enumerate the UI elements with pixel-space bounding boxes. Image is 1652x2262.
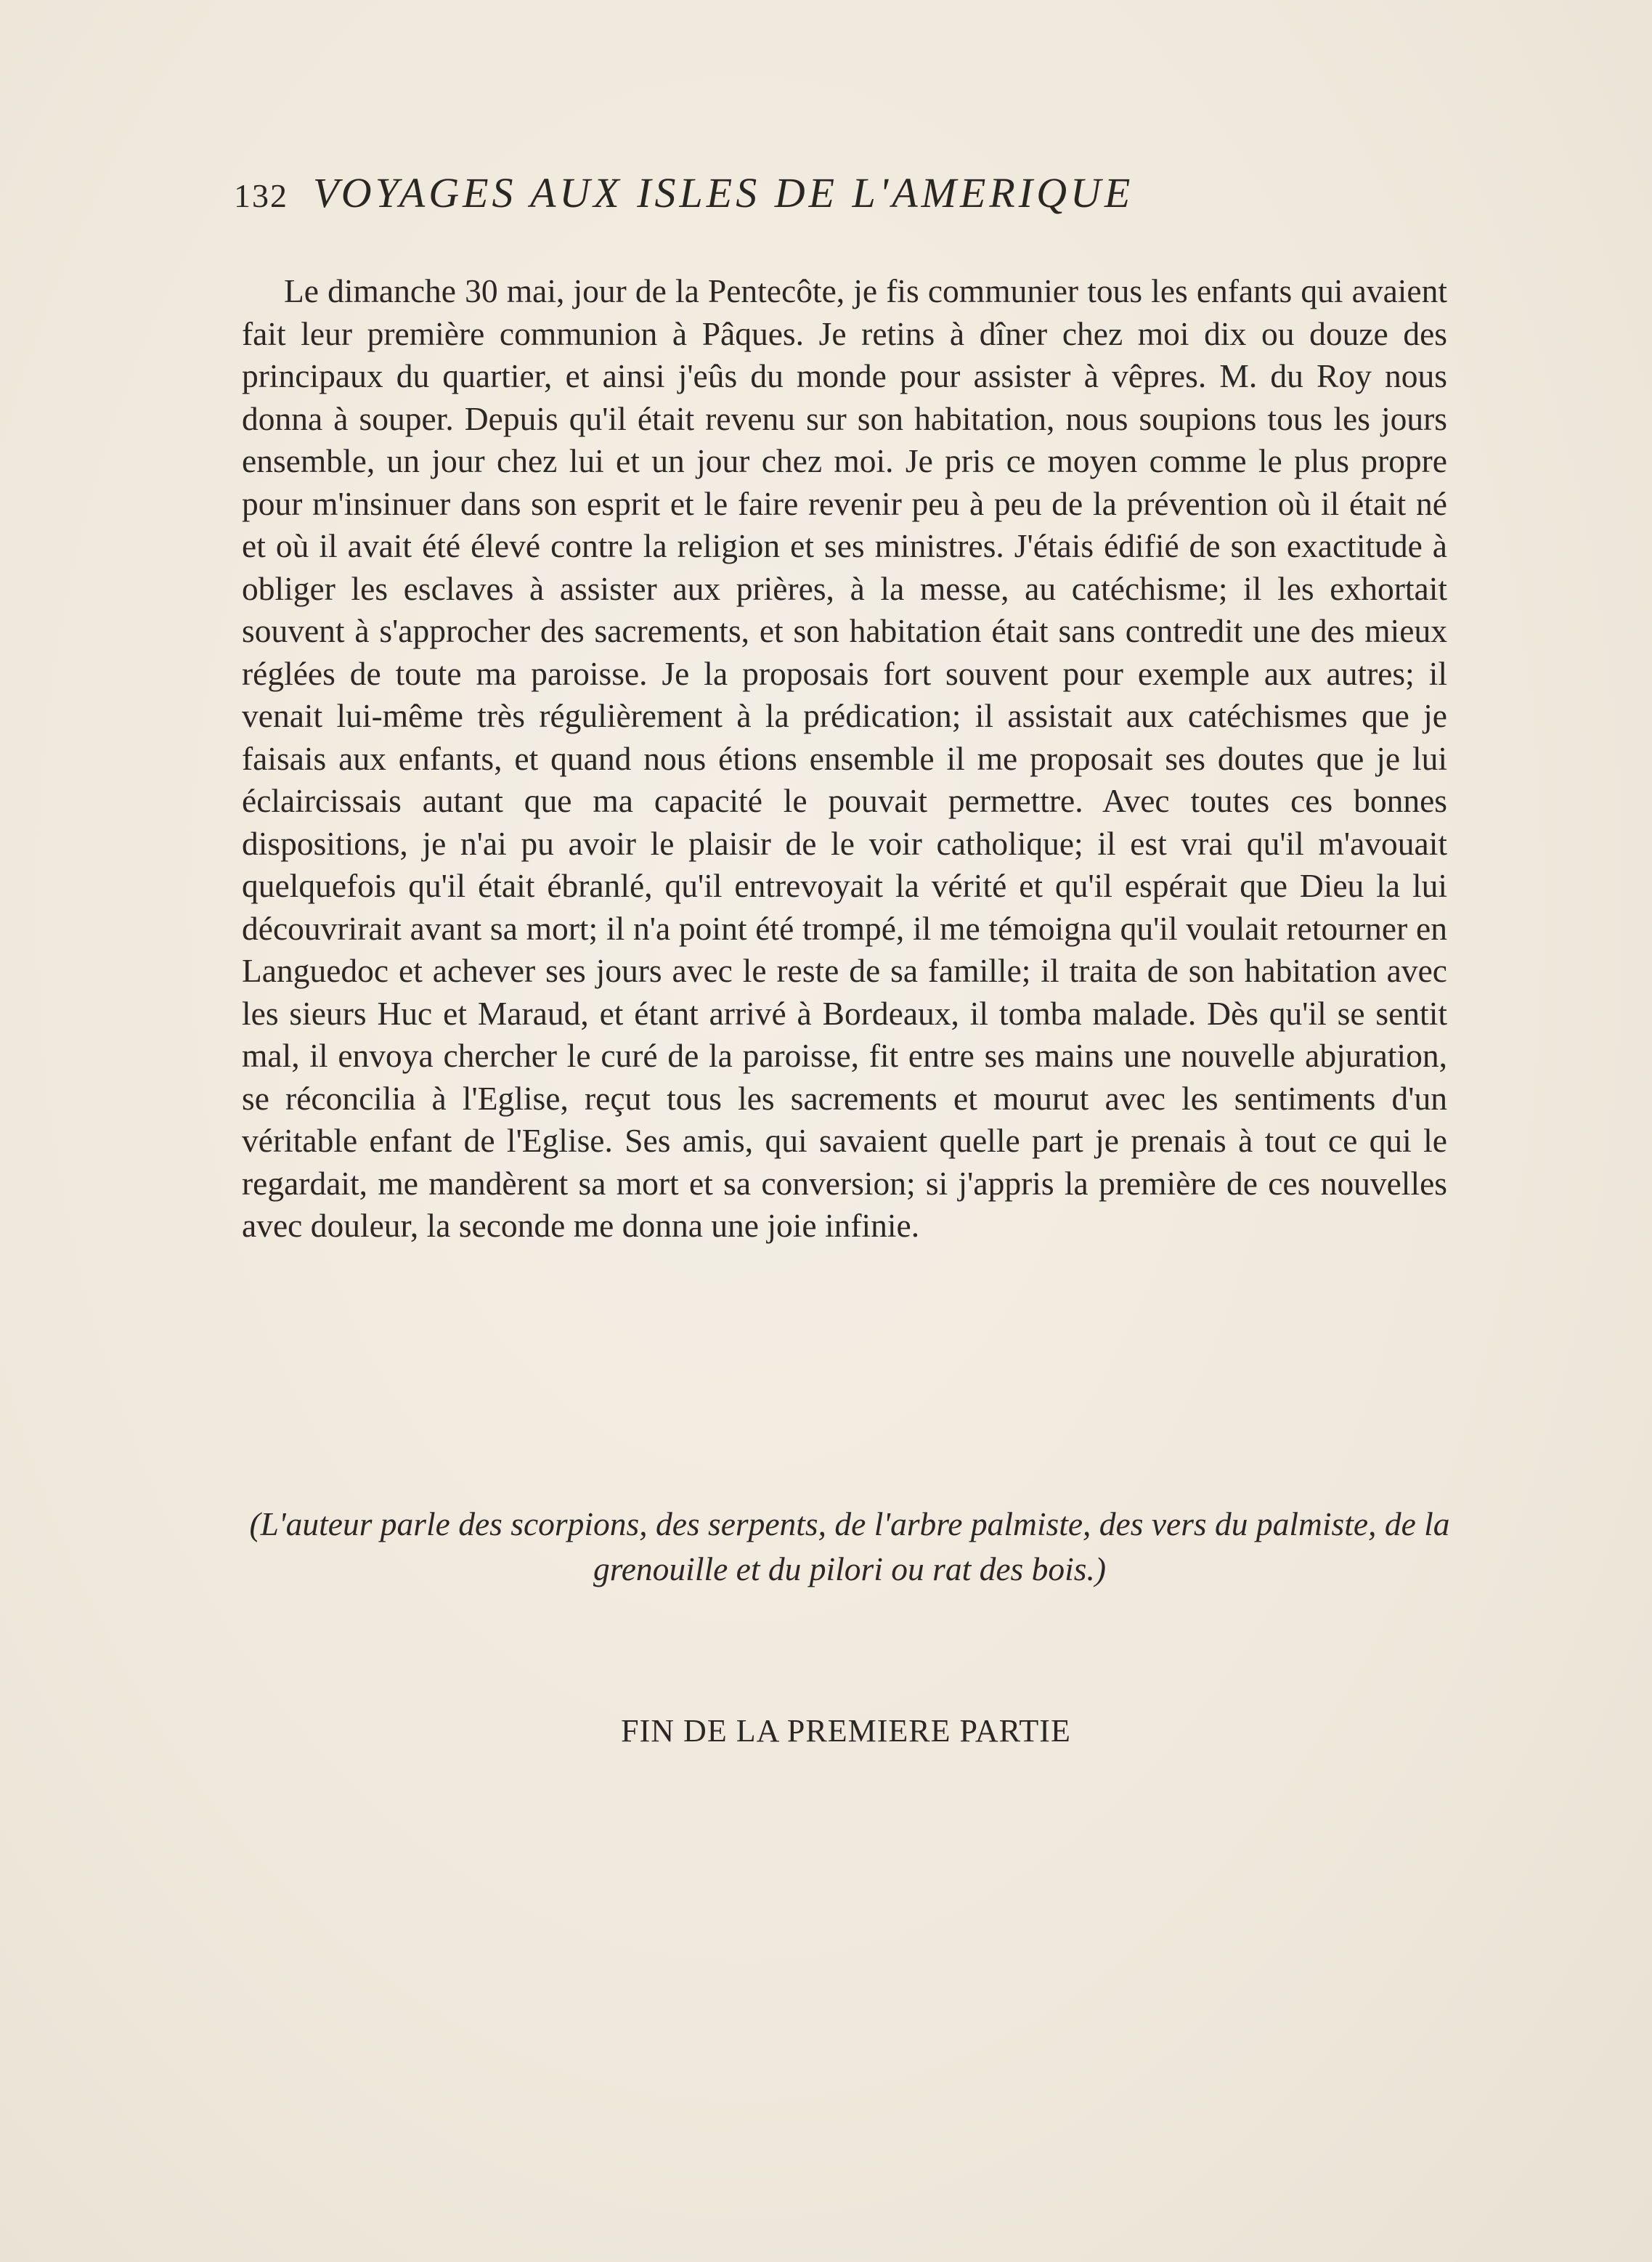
paragraph: Le dimanche 30 mai, jour de la Pentecôte, je fis communier tous les enfants qui avaient fait leur première communion à Pâques. Je retins à dîner chez moi dix ou douze des principaux du quartier, et ainsi j'eûs du monde pour assister à vêpres. M. du Roy nous donna à souper. Depuis qu'il était revenu sur son habitation, nous soupions tous les jours ensemble, un jour chez lui et un jour chez moi. Je pris ce moyen comme le plus propre pour m'insinuer dans son esprit et le faire revenir peu à peu de la prévention où il était né et où il avait été élevé contre la religion et ses ministres. J'étais édifié de son exactitude à obliger les esclaves à assister aux prières, à la messe, au catéchisme; il les exhortait souvent à s'approcher des sacrements, et son habitation était sans contredit une des mieux réglées de toute ma paroisse. Je la proposais fort souvent pour exemple aux autres; il venait lui-même très régulièrement à la prédication; il assistait aux catéchismes que je faisais aux enfants, et quand nous étions ensemble il me proposait ses doutes que je lui éclaircissais autant que ma capacité le pouvait permettre. Avec toutes ces bonnes dispositions, je n'ai pu avoir le plaisir de le voir catholique; il est vrai qu'il m'avouait quelquefois qu'il était ébranlé, qu'il entrevoyait la vérité et qu'il espérait que Dieu la lui découvrirait avant sa mort; il n'a point été trompé, il me témoigna qu'il voulait retourner en Languedoc et achever ses jours avec le reste de sa famille; il traita de son habitation avec les sieurs Huc et Maraud, et étant arrivé à Bordeaux, il tomba malade. Dès qu'il se sentit mal, il envoya chercher le curé de la paroisse, fit entre ses mains une nouvelle abjuration, se réconcilia à l'Eglise, reçut tous les sacrements et mourut avec les sentiments d'un véritable enfant de l'Eglise. Ses amis, qui savaient quelle part je prenais à tout ce qui le regardait, me mandèrent sa mort et sa conversion; si j'appris la première de ces nouvelles avec douleur, la seconde me donna une joie infinie. xyxy=(242,272,1447,1244)
end-of-part-heading: FIN DE LA PREMIERE PARTIE xyxy=(621,1713,1071,1749)
running-title: VOYAGES AUX ISLES DE L'AMERIQUE xyxy=(313,169,1134,216)
page-header xyxy=(234,168,1468,234)
chapter-summary: (L'auteur parle des scorpions, des serpents, de l'arbre palmiste, des vers du palmiste, de la grenouille et du pilori ou rat des bois.) xyxy=(249,1505,1450,1587)
body-text xyxy=(242,270,1447,1248)
page-number: 132 xyxy=(234,177,288,214)
